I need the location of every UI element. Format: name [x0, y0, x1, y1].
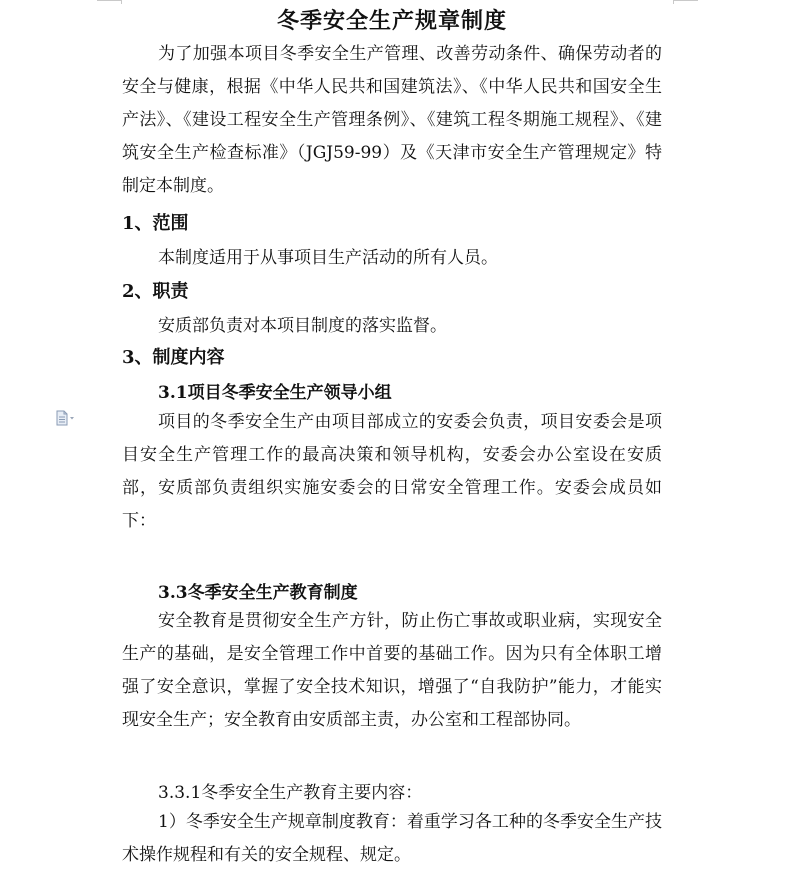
document-note-icon[interactable]	[55, 410, 77, 426]
education-item-1: 1）冬季安全生产规章制度教育：着重学习各工种的冬季安全生产技术操作规程和有关的安全规程、规定。	[122, 812, 662, 865]
subsection-3-3-1-heading: 3.3.1冬季安全生产教育主要内容：	[158, 783, 423, 803]
section-2-body: 安质部负责对本项目制度的落实监督。	[158, 316, 447, 336]
subsection-3-1-body: 项目的冬季安全生产由项目部成立的安委会负责，项目安委会是项目安全生产管理工作的最高决策和领导机构，安委会办公室设在安质部，安质部负责组织实施安委会的日常安全管理工作。安委会成员如下：	[122, 412, 662, 531]
section-2-heading: 2、职责	[122, 281, 189, 302]
section-3-heading: 3、制度内容	[122, 347, 225, 368]
subsection-3-3-body: 安全教育是贯彻安全生产方针，防止伤亡事故或职业病，实现安全生产的基础，是安全管理工作中首要的基础工作。因为只有全体职工增强了安全意识，掌握了安全技术知识，增强了“自我防护”能力，才能实现安全生产；安全教育由安质部主责，办公室和工程部协同。	[122, 611, 662, 730]
crop-mark-top-left-horizontal	[97, 0, 121, 1]
section-1-body: 本制度适用于从事项目生产活动的所有人员。	[158, 248, 498, 268]
subsection-3-3-heading: 3.3冬季安全生产教育制度	[158, 583, 358, 603]
section-1-heading: 1、范围	[122, 213, 189, 234]
crop-mark-top-right-horizontal	[674, 0, 698, 1]
subsection-3-1-heading: 3.1项目冬季安全生产领导小组	[158, 383, 392, 403]
document-title: 冬季安全生产规章制度	[276, 8, 507, 34]
intro-paragraph: 为了加强本项目冬季安全生产管理、改善劳动条件、确保劳动者的安全与健康，根据《中华人民共和国建筑法》、《中华人民共和国安全生产法》、《建设工程安全生产管理条例》、《建筑工程冬期施工规程》、《建筑安全生产检查标准》（JGJ59-99）及《天津市安全生产管理规定》特制定本制度。	[122, 44, 662, 196]
